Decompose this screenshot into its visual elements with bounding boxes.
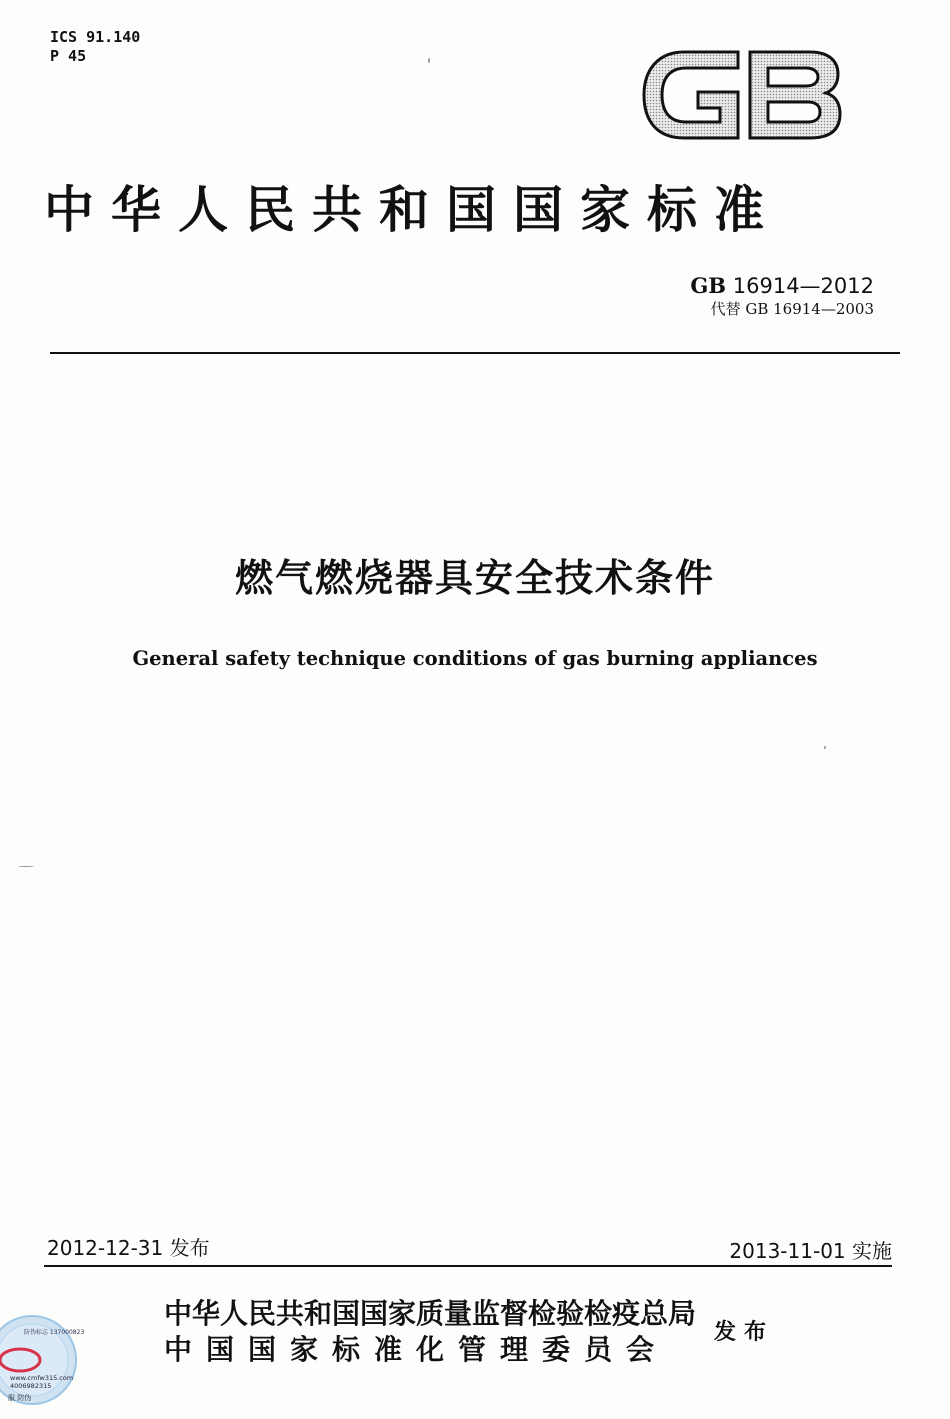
seal-text-top: 防伪标志 137000823 bbox=[24, 1329, 85, 1336]
logo-letter-g bbox=[644, 52, 738, 138]
anti-counterfeit-seal-icon bbox=[0, 1312, 85, 1408]
standard-number-value: 16914—2012 bbox=[732, 274, 874, 298]
replaces-standard: 代替 GB 16914—2003 bbox=[710, 300, 874, 318]
implementation-date: 2013-11-01 实施 bbox=[729, 1239, 892, 1263]
ics-code bbox=[50, 28, 140, 66]
national-standard-heading: 中华人民共和国国家标准 bbox=[44, 180, 781, 239]
scan-speck bbox=[18, 866, 34, 867]
ics-classification: ICS 91.140 bbox=[50, 28, 141, 46]
seal-text-bottom: 服 防伪 bbox=[8, 1394, 32, 1402]
seal-text-phone: 4006982315 bbox=[10, 1382, 52, 1390]
footer-divider bbox=[44, 1265, 892, 1267]
issuer-aqsiq: 中华人民共和国国家质量监督检验检疫总局 bbox=[164, 1297, 697, 1330]
standard-prefix: GB bbox=[690, 273, 727, 298]
issue-label: 发布 bbox=[714, 1319, 775, 1345]
gb-logo bbox=[640, 42, 844, 148]
seal-text-url: www.cmfw315.com bbox=[10, 1374, 74, 1382]
header-divider bbox=[50, 352, 900, 354]
ccs-classification: P 45 bbox=[50, 47, 87, 65]
publish-date: 2012-12-31 发布 bbox=[47, 1236, 210, 1260]
standard-number bbox=[690, 273, 874, 299]
scan-speck bbox=[824, 746, 826, 749]
title-chinese: 燃气燃烧器具安全技术条件 bbox=[234, 556, 715, 600]
issuer-sac: 中国国家标准化管理委员会 bbox=[164, 1333, 669, 1366]
title-english: General safety technique conditions of gas burning appliances bbox=[132, 647, 818, 670]
scan-speck bbox=[428, 58, 430, 63]
logo-letter-b bbox=[750, 52, 840, 138]
